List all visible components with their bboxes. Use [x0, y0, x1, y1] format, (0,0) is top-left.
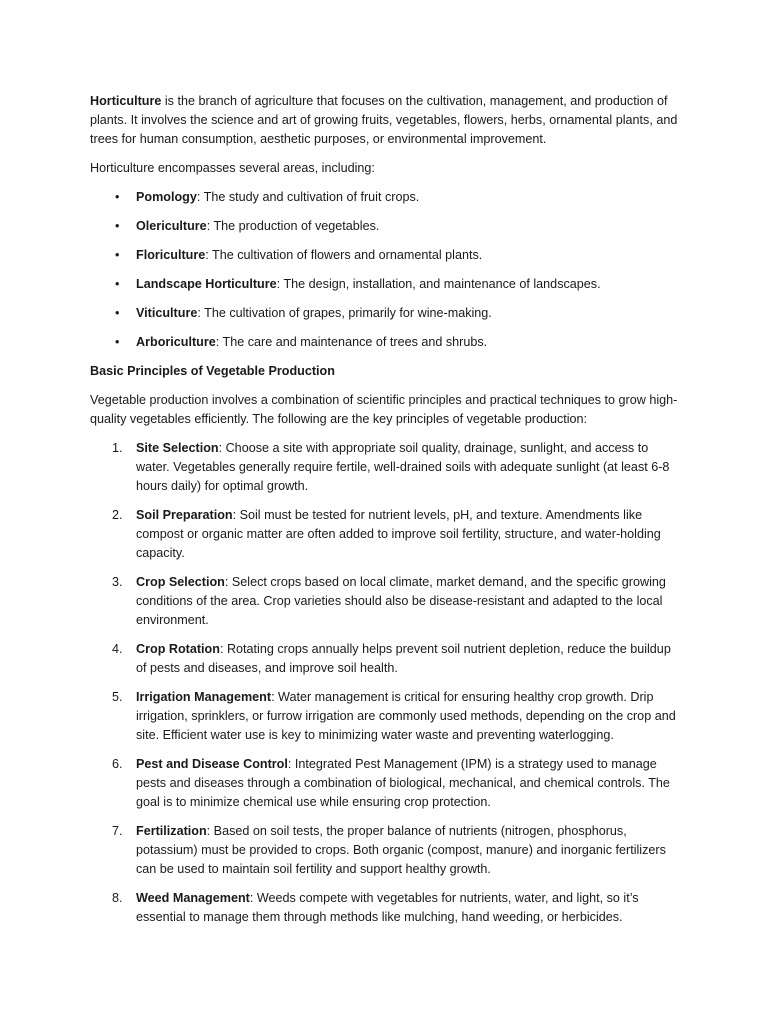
- principle-text: : Weeds compete with vegetables for nutrients, water, and light, so it’s essential to manage them through methods like mulching, hand weeding, or herbicides.: [136, 891, 639, 924]
- area-term: Viticulture: [136, 306, 198, 320]
- principle-term: Crop Selection: [136, 575, 225, 589]
- intro-section: [90, 92, 678, 178]
- principle-text: : Integrated Pest Management (IPM) is a strategy used to manage pests and diseases through a combination of biological, mechanical, and chemical controls. The goal is to minimize chemical use while ensuring crop protection.: [136, 757, 670, 809]
- list-item: [90, 246, 678, 265]
- item-number: 3.: [112, 575, 123, 589]
- principle-term: Pest and Disease Control: [136, 757, 288, 771]
- list-item: [90, 640, 678, 678]
- item-number: 4.: [112, 642, 123, 656]
- area-term: Pomology: [136, 190, 197, 204]
- principle-term: Irrigation Management: [136, 690, 272, 704]
- item-number: 5.: [112, 690, 123, 704]
- bullet-glyph: •: [115, 219, 120, 233]
- section-heading: Basic Principles of Vegetable Production: [90, 364, 335, 378]
- area-text: : The cultivation of grapes, primarily for wine-making.: [197, 306, 492, 320]
- area-term: Floriculture: [136, 248, 206, 262]
- principle-text: : Select crops based on local climate, market demand, and the specific growing conditions of the area. Crop varieties should also be disease-resistant and adapted to the local environment.: [136, 575, 666, 627]
- intro-term: Horticulture: [90, 94, 162, 108]
- area-term: Arboriculture: [136, 335, 216, 349]
- list-item: [90, 573, 678, 630]
- list-item: [90, 439, 678, 496]
- item-number: 6.: [112, 757, 123, 771]
- list-item: [90, 333, 678, 352]
- item-number: 8.: [112, 891, 123, 905]
- area-text: : The care and maintenance of trees and shrubs.: [215, 335, 488, 349]
- principle-term: Soil Preparation: [136, 508, 233, 522]
- principle-term: Fertilization: [136, 824, 207, 838]
- area-text: : The study and cultivation of fruit crops.: [196, 190, 420, 204]
- list-item: [90, 188, 678, 207]
- areas-lead: Horticulture encompasses several areas, including:: [90, 161, 375, 175]
- area-term: Olericulture: [136, 219, 207, 233]
- list-item: [90, 755, 678, 812]
- list-item: [90, 217, 678, 236]
- item-number: 7.: [112, 824, 123, 838]
- item-number: 2.: [112, 508, 123, 522]
- principle-text: : Choose a site with appropriate soil quality, drainage, sunlight, and access to water. Vegetables generally require fertile, well-drained soils with adequate sunlight (at least 6-8 hours daily) for optimal growth.: [136, 441, 670, 493]
- principle-text: : Water management is critical for ensuring healthy crop growth. Drip irrigation, sprinklers, or furrow irrigation are commonly used methods, depending on the crop and site. Efficient water use is key to minimizing water waste and preventing waterlogging.: [136, 690, 676, 742]
- principle-text: : Rotating crops annually helps prevent soil nutrient depletion, reduce the buildup of pests and diseases, and improve soil health.: [136, 642, 671, 675]
- principle-term: Weed Management: [136, 891, 250, 905]
- intro-definition: is the branch of agriculture that focuses on the cultivation, management, and production of plants. It involves the science and art of growing fruits, vegetables, flowers, herbs, ornamental plants, and trees for human consumption, aesthetic purposes, or environmental improvement.: [90, 94, 678, 146]
- area-text: : The production of vegetables.: [206, 219, 380, 233]
- list-item: [90, 304, 678, 323]
- list-item: [90, 506, 678, 563]
- bullet-glyph: •: [115, 335, 120, 349]
- list-item: [90, 275, 678, 294]
- principle-text: : Soil must be tested for nutrient levels, pH, and texture. Amendments like compost or organic matter are often added to improve soil fertility, structure, and water-holding capacity.: [136, 508, 661, 560]
- principle-term: Crop Rotation: [136, 642, 220, 656]
- bullet-glyph: •: [115, 190, 120, 204]
- list-item: [90, 822, 678, 879]
- area-text: : The cultivation of flowers and ornamental plants.: [205, 248, 483, 262]
- bullet-glyph: •: [115, 306, 120, 320]
- principle-term: Site Selection: [136, 441, 219, 455]
- area-text: : The design, installation, and maintenance of landscapes.: [276, 277, 601, 291]
- principle-text: : Based on soil tests, the proper balance of nutrients (nitrogen, phosphorus, potassium) must be provided to crops. Both organic (compost, manure) and inorganic fertilizers can be used to maintain soil fertility and support healthy growth.: [136, 824, 666, 876]
- principles-list: [90, 439, 678, 927]
- list-item: [90, 889, 678, 927]
- area-term: Landscape Horticulture: [136, 277, 277, 291]
- intro-paragraph: [90, 92, 678, 149]
- bullet-glyph: •: [115, 277, 120, 291]
- list-item: [90, 688, 678, 745]
- item-number: 1.: [112, 441, 123, 455]
- section-lead: Vegetable production involves a combination of scientific principles and practical techniques to grow high-quality vegetables efficiently. The following are the key principles of vegetable production:: [90, 393, 678, 426]
- bullet-glyph: •: [115, 248, 120, 262]
- areas-list: [90, 188, 678, 352]
